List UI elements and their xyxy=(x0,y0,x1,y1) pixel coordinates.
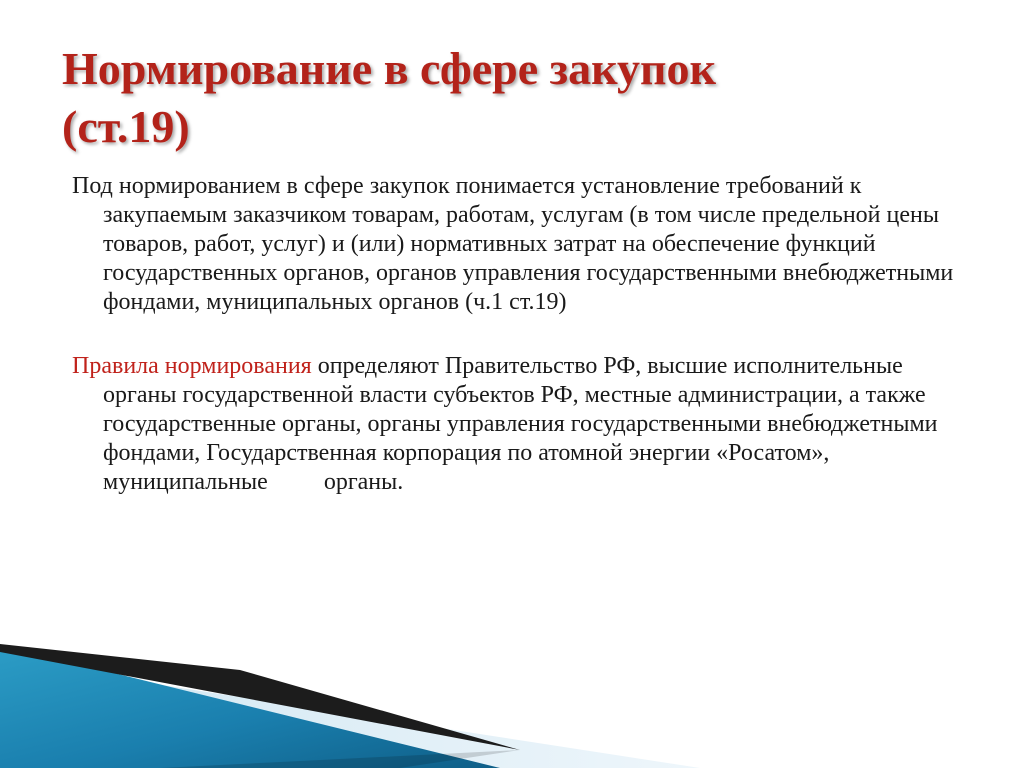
slide-title xyxy=(62,40,962,156)
paragraph-rules xyxy=(72,352,972,497)
rules-highlight: Правила нормирования xyxy=(72,353,312,379)
rules-text: определяют Правительство РФ, высшие исполнительные органы государственной власти субъектов РФ, местные администрации, а также государственные органы, органы управления государственными внебюджетными фондами, Государственная корпорация по атомной энергии «Росатом», муниципальные xyxy=(103,353,938,495)
wave-decoration xyxy=(0,600,1024,768)
title-line-1: Нормирование в сфере закупок xyxy=(62,43,716,94)
title-line-2: (ст.19) xyxy=(62,101,190,152)
paragraph-definition: Под нормированием в сфере закупок понимается установление требований к закупаемым заказчиком товарам, работам, услугам (в том числе предельной цены товаров, работ, услуг) и (или) нормативных затрат на обеспечение функций государственных органов, органов управления государственными внебюджетными фондами, муниципальных органов (ч.1 ст.19) xyxy=(72,173,954,315)
slide-body xyxy=(72,172,972,497)
rules-text-end: органы. xyxy=(323,469,404,495)
